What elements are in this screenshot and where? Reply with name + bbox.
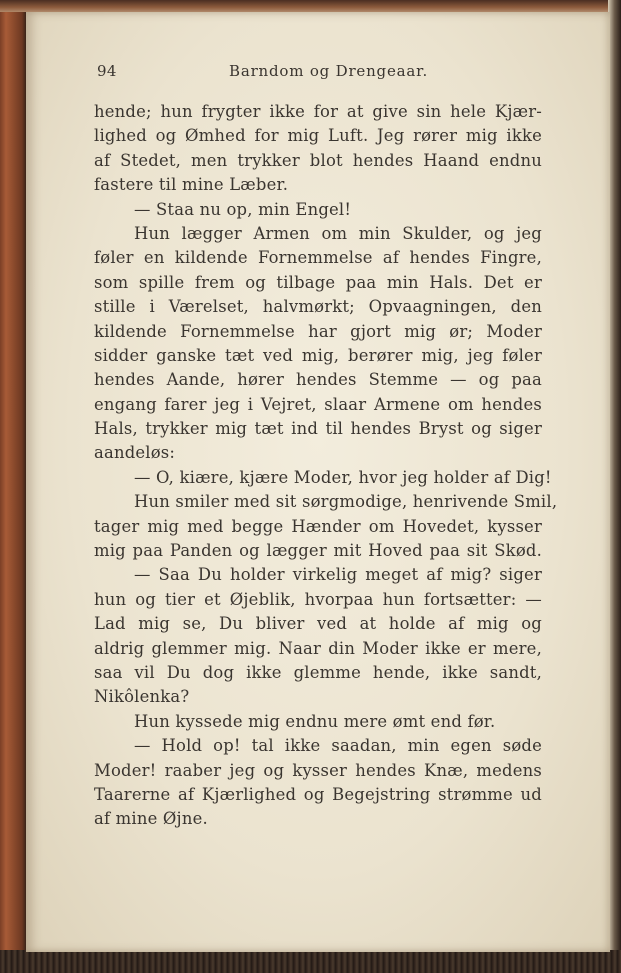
text-line: Hals, trykker mig tæt ind til hendes Bryst og siger [94,419,542,439]
text-line: lighed og Ømhed for mig Luft. Jeg rører mig ikke [94,126,542,146]
page-number: 94 [97,62,117,80]
book-bottom-edge [0,950,621,973]
book-top-edge [0,0,621,12]
text-line: aldrig glemmer mig. Naar din Moder ikke er mere, [94,638,542,658]
text-line: aandeløs: [94,443,176,463]
text-line: af Stedet, men trykker blot hendes Haand endnu [94,150,542,170]
text-line: af mine Øjne. [94,809,208,829]
text-line: kildende Fornemmelse har gjort mig ør; Moder [94,321,542,341]
text-line: som spille frem og tilbage paa min Hals. Det er [94,272,542,292]
text-line: Taarerne af Kjærlighed og Begejstring strømme ud [94,784,542,804]
text-line: Hun kyssede mig endnu mere ømt end før. [134,711,496,731]
running-title: Barndom og Drengeaar. [229,62,429,80]
text-line: føler en kildende Fornemmelse af hendes Fingre, [94,248,542,268]
text-line: Nikôlenka? [94,687,190,707]
text-line: — O, kiære, kjære Moder, hvor jeg holder af Dig! [134,467,552,487]
body-text [94,100,558,832]
text-line: Hun smiler med sit sørgmodige, henrivende Smil, [134,492,558,512]
text-line: — Staa nu op, min Engel! [134,199,352,219]
text-line: Hun lægger Armen om min Skulder, og jeg [134,223,542,243]
text-line: hendes Aande, hører hendes Stemme — og paa [94,370,542,390]
text-line: sidder ganske tæt ved mig, berører mig, jeg føler [94,345,542,365]
text-line: Moder! raaber jeg og kysser hendes Knæ, medens [94,760,542,780]
text-line: mig paa Panden og lægger mit Hoved paa sit Skød. [94,541,542,561]
text-line: tager mig med begge Hænder om Hovedet, kysser [94,516,542,536]
text-line: Lad mig se, Du bliver ved at holde af mig og [94,614,542,634]
text-line: hende; hun frygter ikke for at give sin hele Kjær- [94,102,542,121]
page-header [97,62,557,86]
text-line: fastere til mine Læber. [94,175,289,195]
text-line: saa vil Du dog ikke glemme hende, ikke sandt, [94,662,542,682]
text-line: — Hold op! tal ikke saadan, min egen søde [134,736,542,756]
text-line: hun og tier et Øjeblik, hvorpaa hun fortsætter: — [94,589,542,609]
text-line: — Saa Du holder virkelig meget af mig? siger [134,565,542,585]
text-line: engang farer jeg i Vejret, slaar Armene om hendes [94,394,542,414]
text-line: stille i Værelset, halvmørkt; Opvaagningen, den [94,297,542,317]
